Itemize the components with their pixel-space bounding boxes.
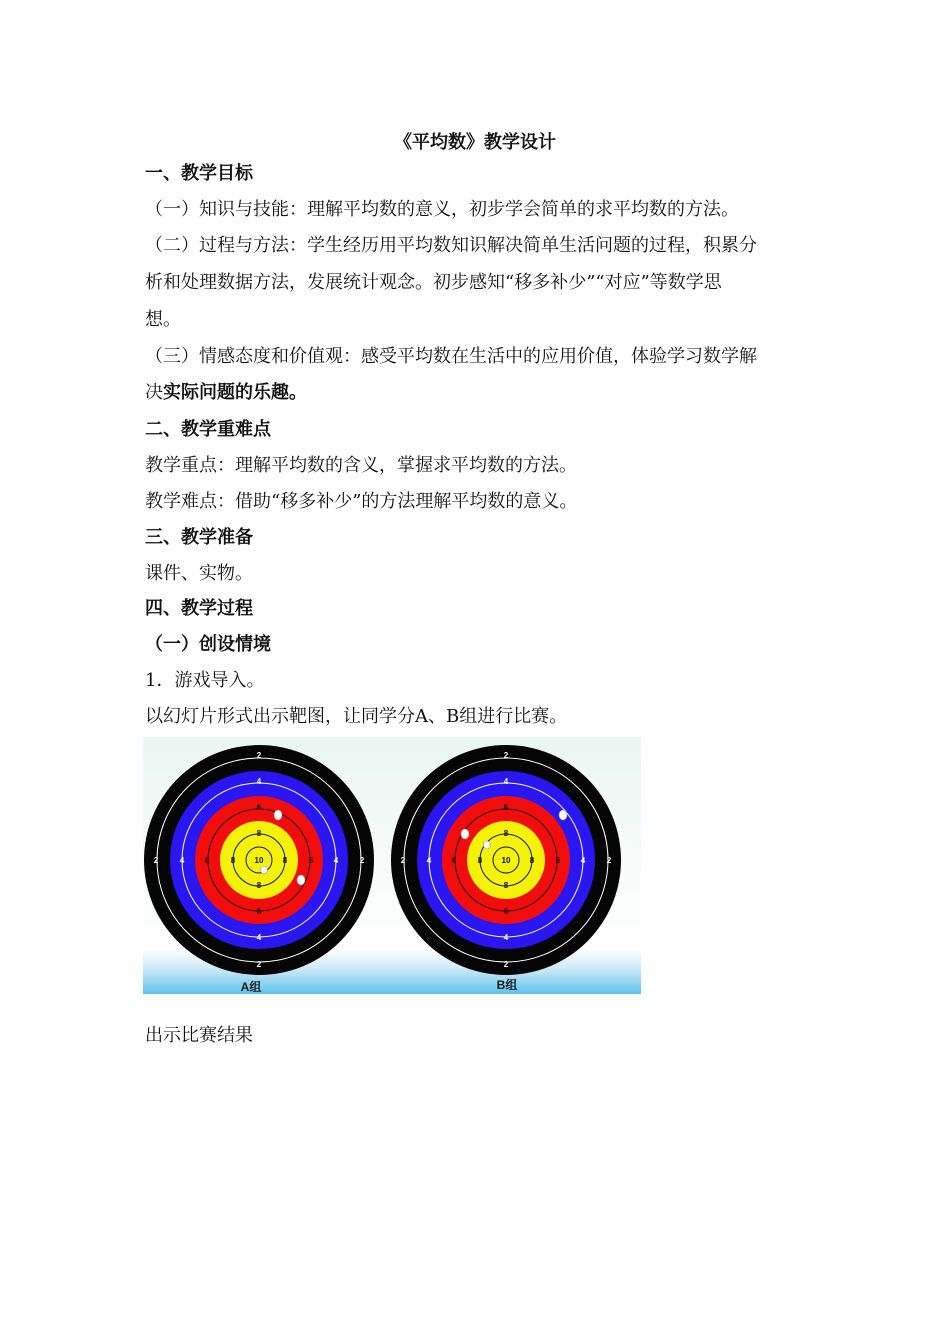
target-a-score-2-right: 2 bbox=[359, 856, 365, 865]
target-a-hit-3 bbox=[297, 875, 305, 885]
target-a bbox=[144, 745, 374, 975]
target-b-label: B组 bbox=[496, 978, 518, 992]
goal-emotion-text-2b: 实际问题的乐趣。 bbox=[163, 382, 307, 403]
target-a-label: A组 bbox=[240, 980, 262, 994]
goal-process-text-3: 想。 bbox=[145, 309, 181, 330]
goal-emotion-text-2a: 决 bbox=[145, 382, 163, 403]
target-b-score-6-right: 6 bbox=[555, 856, 561, 865]
target-b-score-4-bottom: 4 bbox=[503, 933, 509, 942]
results-text: 出示比赛结果 bbox=[145, 1025, 253, 1046]
target-b-score-2-top: 2 bbox=[503, 751, 509, 760]
target-b-hit-1 bbox=[559, 810, 567, 820]
target-a-score-4-bottom: 4 bbox=[256, 933, 262, 942]
target-b-hit-2 bbox=[461, 829, 469, 839]
target-b-hit-3 bbox=[484, 841, 491, 849]
target-a-score-6-left: 6 bbox=[204, 856, 210, 865]
target-a-score-8-left: 8 bbox=[230, 856, 236, 865]
prep-text: 课件、实物。 bbox=[145, 563, 253, 584]
target-b-score-10: 10 bbox=[501, 856, 511, 865]
target-b-score-2-right: 2 bbox=[606, 856, 612, 865]
target-a-score-2-bottom: 2 bbox=[256, 960, 262, 969]
target-b-score-8-left: 8 bbox=[477, 856, 483, 865]
section-heading-keypoints: 二、教学重难点 bbox=[145, 419, 271, 440]
section-heading-prep: 三、教学准备 bbox=[145, 527, 253, 548]
target-b-score-4-left: 4 bbox=[426, 856, 432, 865]
goal-knowledge-text: （一）知识与技能：理解平均数的意义，初步学会简单的求平均数的方法。 bbox=[145, 199, 739, 220]
section-heading-process: 四、教学过程 bbox=[145, 598, 253, 619]
target-b-score-6-bottom: 6 bbox=[503, 907, 509, 916]
target-b-score-8-right: 8 bbox=[529, 856, 535, 865]
slide-intro-text: 以幻灯片形式出示靶图，让同学分A、B组进行比赛。 bbox=[145, 706, 568, 727]
target-a-score-10: 10 bbox=[254, 856, 264, 865]
subheading-situation: （一）创设情境 bbox=[145, 634, 271, 655]
target-a-score-6-top: 6 bbox=[256, 803, 262, 812]
targets-svg bbox=[143, 737, 641, 994]
section-heading-goals: 一、教学目标 bbox=[145, 163, 253, 184]
target-a-score-8-right: 8 bbox=[282, 856, 288, 865]
target-b-score-4-right: 4 bbox=[580, 856, 586, 865]
goal-emotion-text-1: （三）情感态度和价值观：感受平均数在生活中的应用价值，体验学习数学解 bbox=[145, 346, 757, 367]
target-b-score-6-left: 6 bbox=[451, 856, 457, 865]
target-b-score-6-top: 6 bbox=[503, 803, 509, 812]
goal-process-text-1: （二）过程与方法：学生经历用平均数知识解决简单生活问题的过程，积累分 bbox=[145, 235, 757, 256]
keypoint-difficulty-text: 教学难点：借助“移多补少”的方法理解平均数的意义。 bbox=[145, 491, 578, 512]
target-a-score-8-top: 8 bbox=[256, 829, 262, 838]
target-b-score-2-bottom: 2 bbox=[503, 960, 509, 969]
target-a-score-2-top: 2 bbox=[256, 751, 262, 760]
target-b-score-4-top: 4 bbox=[503, 777, 509, 786]
target-a-score-2-left: 2 bbox=[153, 856, 159, 865]
target-b-score-8-top: 8 bbox=[503, 829, 509, 838]
goal-emotion-text-2 bbox=[145, 382, 810, 404]
target-a-score-4-top: 4 bbox=[256, 777, 262, 786]
target-a-score-6-right: 6 bbox=[308, 856, 314, 865]
target-a-hit-1 bbox=[274, 810, 282, 820]
target-b-score-8-bottom: 8 bbox=[503, 881, 509, 890]
goal-process-text-2: 析和处理数据方法，发展统计观念。初步感知“移多补少”“对应”等数学思 bbox=[145, 272, 722, 293]
archery-targets-figure bbox=[143, 737, 641, 994]
target-b-score-2-left: 2 bbox=[400, 856, 406, 865]
target-a-hit-2 bbox=[261, 866, 268, 874]
target-a-score-4-left: 4 bbox=[179, 856, 185, 865]
target-a-score-6-bottom: 6 bbox=[256, 907, 262, 916]
list-item-game: 1．游戏导入。 bbox=[145, 670, 265, 691]
target-b bbox=[391, 745, 621, 975]
keypoint-focus-text: 教学重点：理解平均数的含义，掌握求平均数的方法。 bbox=[145, 455, 577, 476]
target-a-score-4-right: 4 bbox=[333, 856, 339, 865]
target-a-score-8-bottom: 8 bbox=[256, 881, 262, 890]
page-title: 《平均数》教学设计 bbox=[394, 132, 556, 153]
